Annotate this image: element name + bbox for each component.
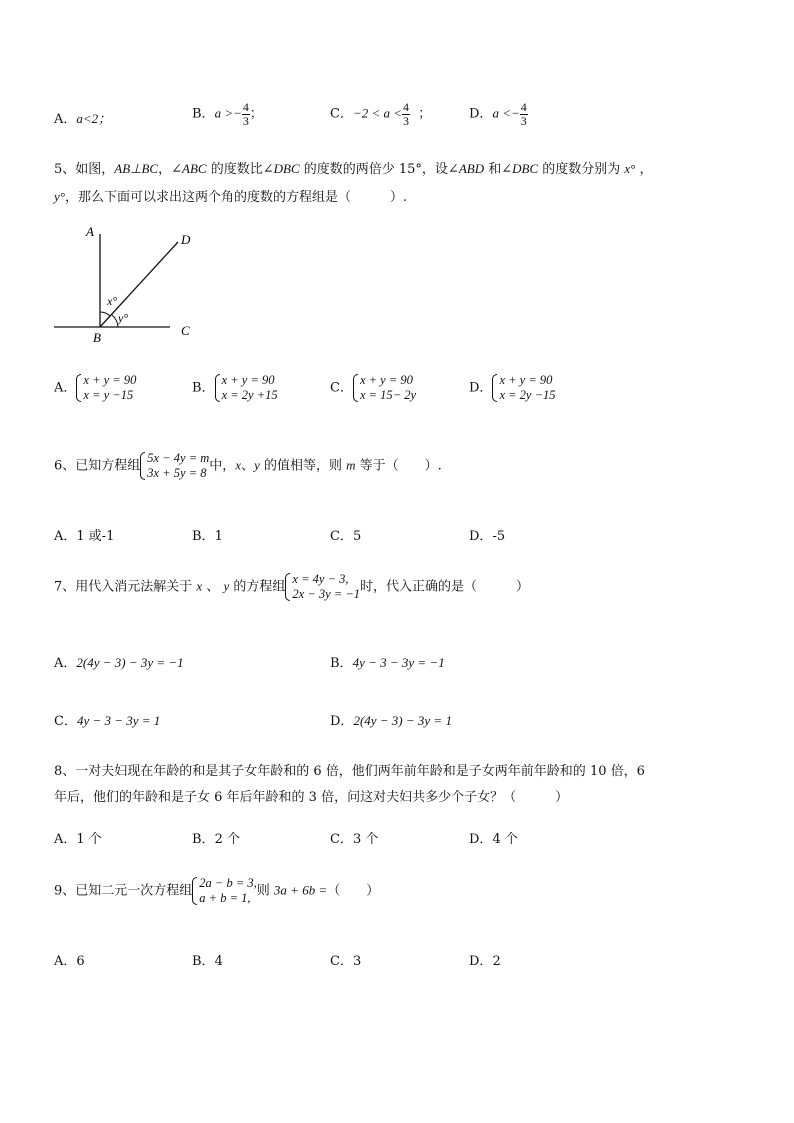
q9-option-a — [54, 950, 85, 969]
q4-option-c — [330, 101, 431, 127]
equation-system — [76, 373, 136, 403]
q9-question — [54, 876, 379, 906]
q8-question-line1: 8、一对夫妇现在年龄的和是其子女年龄和的 6 倍，他们两年前年龄和是子女两年前年龄和的 10 倍，6 — [54, 764, 645, 779]
q5-option-a — [54, 373, 136, 403]
fraction — [402, 101, 410, 127]
equation: x = 2y +15 — [221, 388, 278, 402]
option-tail: ； — [249, 106, 263, 122]
math: m — [346, 457, 356, 473]
text: 等于（ ）. — [355, 458, 442, 474]
option-expr: a<2； — [76, 111, 112, 126]
option-label: B． — [192, 832, 215, 847]
q7-option-a — [54, 652, 184, 671]
q5-option-d — [469, 373, 556, 403]
option-expr: 2(4y − 3) − 3y = 1 — [353, 713, 452, 728]
option-text: -5 — [492, 529, 506, 544]
option-label: C． — [330, 106, 353, 122]
equation-system — [353, 373, 416, 403]
label-x: x° — [107, 294, 118, 308]
q8-option-b — [192, 828, 240, 847]
option-text: 1 或-1 — [76, 529, 115, 544]
text: ，∠ — [158, 162, 183, 177]
numerator: 4 — [242, 100, 249, 114]
label-d: D — [181, 232, 191, 247]
label-b: B — [93, 330, 101, 345]
text: 则 — [256, 883, 274, 899]
option-text: 6 — [76, 954, 85, 969]
option-label: D． — [469, 954, 493, 969]
math: y — [254, 457, 260, 473]
numerator: 4 — [520, 100, 527, 114]
option-label: B． — [192, 380, 215, 396]
equation: x = 2y −15 — [499, 388, 556, 402]
option-expr: a >− — [214, 105, 242, 121]
option-label: C． — [54, 714, 77, 729]
q8-question-line2: 年后，他们的年龄和是子女 6 年后年龄和的 3 倍，问这对夫妇共多少个子女？（ ） — [54, 790, 569, 805]
option-label: B． — [330, 656, 353, 671]
option-label: A． — [54, 656, 77, 671]
option-label: C． — [330, 529, 353, 544]
option-label: A． — [54, 832, 77, 847]
equation: x = 15− 2y — [359, 388, 417, 402]
text: 5、如图， — [54, 162, 115, 177]
q6-option-b — [192, 525, 223, 544]
option-text: 2 — [492, 954, 501, 969]
math: ABC — [182, 161, 207, 176]
q6-option-d — [469, 525, 505, 544]
option-expr: 4y − 3 − 3y = −1 — [352, 655, 445, 670]
q7-question — [54, 572, 529, 602]
equation: 3x + 5y = 8 — [147, 466, 207, 480]
math: y — [223, 578, 230, 594]
ray-bd — [100, 242, 178, 327]
option-expr: a <− — [492, 105, 520, 121]
q9-option-b — [192, 950, 223, 969]
option-expr: −2 < a < — [352, 105, 403, 121]
q6-question — [54, 451, 442, 481]
q5-question-line1 — [54, 158, 653, 177]
equation-system — [215, 373, 278, 403]
option-expr: 4y − 3 − 3y = 1 — [76, 713, 161, 728]
q5-option-b — [192, 373, 278, 403]
option-label: C． — [330, 954, 353, 969]
fraction — [520, 101, 528, 127]
option-text: 5 — [352, 529, 362, 544]
q6-option-c — [330, 525, 361, 544]
option-tail: ； — [418, 106, 432, 122]
text: 中， — [209, 458, 236, 474]
equation: x + y = 90 — [221, 373, 275, 387]
label-y: y° — [118, 311, 129, 325]
q4-option-a — [54, 108, 111, 127]
q7-option-c — [54, 710, 160, 729]
equation-system — [492, 373, 555, 403]
text: 的度数的两倍少 15°，设∠ — [299, 162, 459, 177]
equation: x = 4y − 3, — [292, 572, 349, 586]
equation: 2x − 3y = −1 — [292, 587, 361, 601]
equation: x = y −15 — [83, 388, 134, 402]
q9-option-c — [330, 950, 361, 969]
option-text: 2 个 — [214, 832, 240, 847]
math: x — [235, 457, 242, 473]
text: 7、用代入消元法解关于 — [54, 579, 197, 595]
equation-system — [192, 876, 257, 906]
label-a: A — [86, 224, 94, 239]
denominator: 3 — [242, 113, 249, 128]
math: DBC — [512, 161, 539, 176]
q9-option-d — [469, 950, 501, 969]
option-label: B． — [192, 529, 215, 544]
q5-question-line2 — [54, 186, 407, 205]
text: ，那么下面可以求出这两个角的度数的方程组是（ ）. — [64, 190, 408, 205]
equation: x + y = 90 — [359, 373, 413, 387]
equation: a + b = 1, — [199, 891, 251, 905]
q8-option-a — [54, 828, 102, 847]
option-text: 3 — [352, 954, 362, 969]
numerator: 4 — [403, 100, 410, 114]
q5-option-c — [330, 373, 416, 403]
option-text: 1 个 — [76, 832, 102, 847]
option-expr: 2(4y − 3) − 3y = −1 — [76, 655, 184, 670]
q8-option-d — [469, 828, 518, 847]
option-label: D． — [469, 106, 493, 122]
math: x° — [624, 161, 636, 176]
equation: 5x − 4y = m — [147, 451, 210, 465]
text: （ ） — [327, 883, 380, 899]
equation: x + y = 90 — [83, 373, 137, 387]
angle-arc-x — [100, 312, 110, 316]
math: y° — [54, 189, 65, 204]
fraction — [242, 101, 250, 127]
equation: x + y = 90 — [499, 373, 553, 387]
q7-option-d — [330, 710, 452, 729]
text: 的度数分别为 — [538, 162, 625, 177]
text: 9、已知二元一次方程组 — [54, 883, 193, 899]
q6-option-a — [54, 525, 114, 544]
math: AB⊥BC — [114, 161, 159, 176]
option-label: B． — [192, 106, 215, 122]
text: 的度数比∠ — [206, 162, 274, 177]
text: 、 — [241, 458, 255, 474]
q4-option-b — [192, 101, 263, 127]
option-label: A． — [54, 529, 77, 544]
option-label: D． — [330, 714, 354, 729]
math: ABD — [458, 161, 485, 176]
equation: 2a − b = 3, — [199, 876, 257, 890]
q7-option-b — [330, 652, 445, 671]
option-label: A． — [54, 380, 77, 396]
math: DBC — [273, 161, 300, 176]
option-label: D． — [469, 529, 493, 544]
option-label: B． — [192, 954, 215, 969]
text: 和∠ — [484, 162, 513, 177]
text: 的值相等，则 — [259, 458, 347, 474]
option-text: 1 — [214, 529, 223, 544]
text: 时，代入正确的是（ ） — [360, 579, 530, 595]
option-text: 4 个 — [492, 832, 518, 847]
option-label: A． — [54, 954, 77, 969]
q4-option-d — [469, 101, 528, 127]
equation-system — [140, 451, 209, 481]
denominator: 3 — [403, 113, 410, 128]
math: 3a + 6b = — [273, 882, 328, 898]
option-label: C． — [330, 380, 353, 396]
math: x — [196, 578, 203, 594]
option-label: D． — [469, 380, 493, 396]
option-label: D． — [469, 832, 493, 847]
option-text: 3 个 — [352, 832, 379, 847]
option-label: C． — [330, 832, 353, 847]
q8-option-c — [330, 828, 378, 847]
label-c: C — [181, 323, 190, 338]
text: 的方程组 — [229, 579, 286, 595]
option-label: A． — [54, 112, 77, 127]
text: 、 — [202, 579, 220, 595]
text: ， — [639, 162, 653, 177]
equation-system — [285, 572, 360, 602]
text: 6、已知方程组 — [54, 458, 141, 474]
angle-figure — [50, 222, 210, 347]
denominator: 3 — [520, 113, 527, 128]
option-text: 4 — [214, 954, 223, 969]
